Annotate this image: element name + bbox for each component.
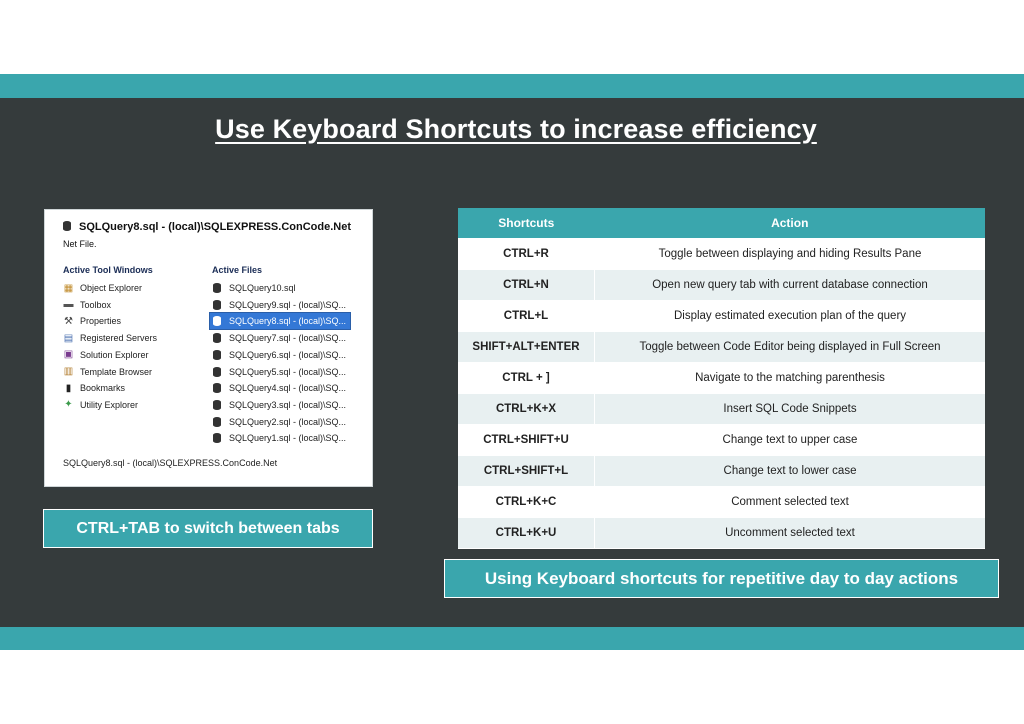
shortcut-key-cell: CTRL+L bbox=[458, 301, 595, 332]
action-cell: Toggle between Code Editor being displayed in Full Screen bbox=[595, 332, 986, 363]
database-icon bbox=[63, 221, 71, 231]
shortcuts-table bbox=[458, 208, 985, 549]
action-cell: Change text to upper case bbox=[595, 425, 986, 456]
tool-window-item[interactable] bbox=[63, 313, 121, 329]
active-file-item[interactable] bbox=[210, 430, 350, 446]
active-file-label: SQLQuery5.sql - (local)\SQ... bbox=[229, 366, 347, 377]
shortcut-key-cell: CTRL+K+X bbox=[458, 394, 595, 425]
action-column-header: Action bbox=[595, 208, 986, 239]
active-file-item[interactable] bbox=[210, 364, 350, 380]
table-row bbox=[458, 270, 985, 301]
database-icon bbox=[213, 433, 221, 443]
tool-window-label: Object Explorer bbox=[80, 283, 143, 293]
database-icon bbox=[213, 400, 221, 410]
database-icon bbox=[213, 300, 221, 310]
action-cell: Navigate to the matching parenthesis bbox=[595, 363, 986, 394]
tool-window-item[interactable] bbox=[63, 380, 125, 396]
tool-window-label: Bookmarks bbox=[80, 383, 126, 394]
action-cell: Display estimated execution plan of the query bbox=[595, 301, 986, 332]
shortcut-key-cell: CTRL+SHIFT+U bbox=[458, 425, 595, 456]
tool-window-label: Toolbox bbox=[80, 299, 112, 310]
active-file-label: SQLQuery1.sql - (local)\SQ... bbox=[229, 433, 347, 444]
shortcut-key-cell: SHIFT+ALT+ENTER bbox=[458, 332, 595, 363]
tool-window-item[interactable] bbox=[63, 280, 142, 296]
tool-window-label: Properties bbox=[80, 316, 122, 327]
ctrl-tab-window-screenshot bbox=[44, 209, 373, 487]
tool-window-item[interactable] bbox=[63, 397, 138, 413]
active-file-label: SQLQuery3.sql - (local)\SQ... bbox=[229, 399, 347, 410]
active-file-label: SQLQuery8.sql - (local)\SQ... bbox=[229, 316, 347, 327]
table-row bbox=[458, 425, 985, 456]
database-icon bbox=[213, 350, 221, 360]
active-file-label: SQLQuery2.sql - (local)\SQ... bbox=[229, 416, 347, 427]
tool-window-item[interactable] bbox=[63, 330, 157, 346]
action-cell: Toggle between displaying and hiding Results Pane bbox=[595, 239, 986, 270]
active-file-item[interactable] bbox=[210, 414, 350, 430]
slide-title: Use Keyboard Shortcuts to increase efficiency bbox=[215, 114, 817, 144]
toolbox-icon: ▬ bbox=[63, 299, 74, 311]
shortcut-key-cell: CTRL+N bbox=[458, 270, 595, 301]
servers-icon: ▤ bbox=[63, 332, 74, 344]
table-row bbox=[458, 301, 985, 332]
table-row bbox=[458, 394, 985, 425]
action-cell: Comment selected text bbox=[595, 487, 986, 518]
database-icon bbox=[213, 383, 221, 393]
active-file-item[interactable] bbox=[210, 297, 350, 313]
database-icon bbox=[213, 417, 221, 427]
tool-window-label: Utility Explorer bbox=[80, 399, 139, 410]
tool-window-label: Solution Explorer bbox=[80, 349, 149, 360]
tool-window-item[interactable] bbox=[63, 297, 111, 313]
active-file-item-selected[interactable] bbox=[210, 313, 350, 329]
database-icon bbox=[213, 367, 221, 377]
tool-window-item[interactable] bbox=[63, 347, 149, 363]
utility-icon: ✦ bbox=[64, 399, 73, 411]
shortcut-key-cell: CTRL + ] bbox=[458, 363, 595, 394]
active-file-label: SQLQuery9.sql - (local)\SQ... bbox=[229, 299, 347, 310]
active-file-label: SQLQuery10.sql bbox=[229, 283, 296, 293]
tool-window-label: Template Browser bbox=[80, 366, 153, 377]
tool-window-item[interactable] bbox=[63, 364, 152, 380]
active-file-item[interactable] bbox=[210, 347, 350, 363]
table-row bbox=[458, 518, 985, 549]
tool-window-label: Registered Servers bbox=[80, 333, 158, 344]
shortcut-key-cell: CTRL+K+U bbox=[458, 518, 595, 549]
action-cell: Uncomment selected text bbox=[595, 518, 986, 549]
bottom-accent-band bbox=[0, 627, 1024, 650]
active-files-header: Active Files bbox=[212, 265, 263, 275]
screenshot-footer: SQLQuery8.sql - (local)\SQLEXPRESS.ConCode.Net bbox=[63, 458, 278, 468]
active-tool-windows-header: Active Tool Windows bbox=[63, 265, 153, 275]
active-file-label: SQLQuery6.sql - (local)\SQ... bbox=[229, 349, 347, 360]
active-file-item[interactable] bbox=[210, 380, 350, 396]
wrench-icon: ⚒ bbox=[64, 315, 73, 327]
active-file-item[interactable] bbox=[210, 280, 300, 296]
active-file-label: SQLQuery4.sql - (local)\SQ... bbox=[229, 383, 347, 394]
template-icon: ▥ bbox=[63, 366, 74, 377]
top-accent-band bbox=[0, 74, 1024, 98]
table-row bbox=[458, 363, 985, 394]
bookmark-icon: ▮ bbox=[65, 382, 72, 394]
screenshot-subtitle: Net File. bbox=[63, 239, 97, 249]
solution-icon: ▣ bbox=[63, 349, 74, 361]
active-file-label: SQLQuery7.sql - (local)\SQ... bbox=[229, 333, 347, 344]
active-file-item[interactable] bbox=[210, 397, 350, 413]
ctrl-tab-caption: CTRL+TAB to switch between tabs bbox=[43, 509, 373, 548]
action-cell: Insert SQL Code Snippets bbox=[595, 394, 986, 425]
table-row bbox=[458, 487, 985, 518]
shortcuts-column-header: Shortcuts bbox=[458, 208, 595, 239]
shortcut-key-cell: CTRL+SHIFT+L bbox=[458, 456, 595, 487]
screenshot-title: SQLQuery8.sql - (local)\SQLEXPRESS.ConCode.Net bbox=[63, 221, 351, 233]
database-icon bbox=[213, 316, 221, 326]
table-row bbox=[458, 239, 985, 270]
database-icon bbox=[213, 333, 221, 343]
action-cell: Open new query tab with current database connection bbox=[595, 270, 986, 301]
keyboard-shortcuts-caption: Using Keyboard shortcuts for repetitive day to day actions bbox=[444, 559, 999, 598]
shortcut-key-cell: CTRL+K+C bbox=[458, 487, 595, 518]
action-cell: Change text to lower case bbox=[595, 456, 986, 487]
table-row bbox=[458, 332, 985, 363]
table-header-row bbox=[458, 208, 985, 239]
table-row bbox=[458, 456, 985, 487]
active-file-item[interactable] bbox=[210, 330, 350, 346]
object-explorer-icon: ▦ bbox=[63, 282, 74, 294]
database-icon bbox=[213, 283, 221, 293]
shortcut-key-cell: CTRL+R bbox=[458, 239, 595, 270]
